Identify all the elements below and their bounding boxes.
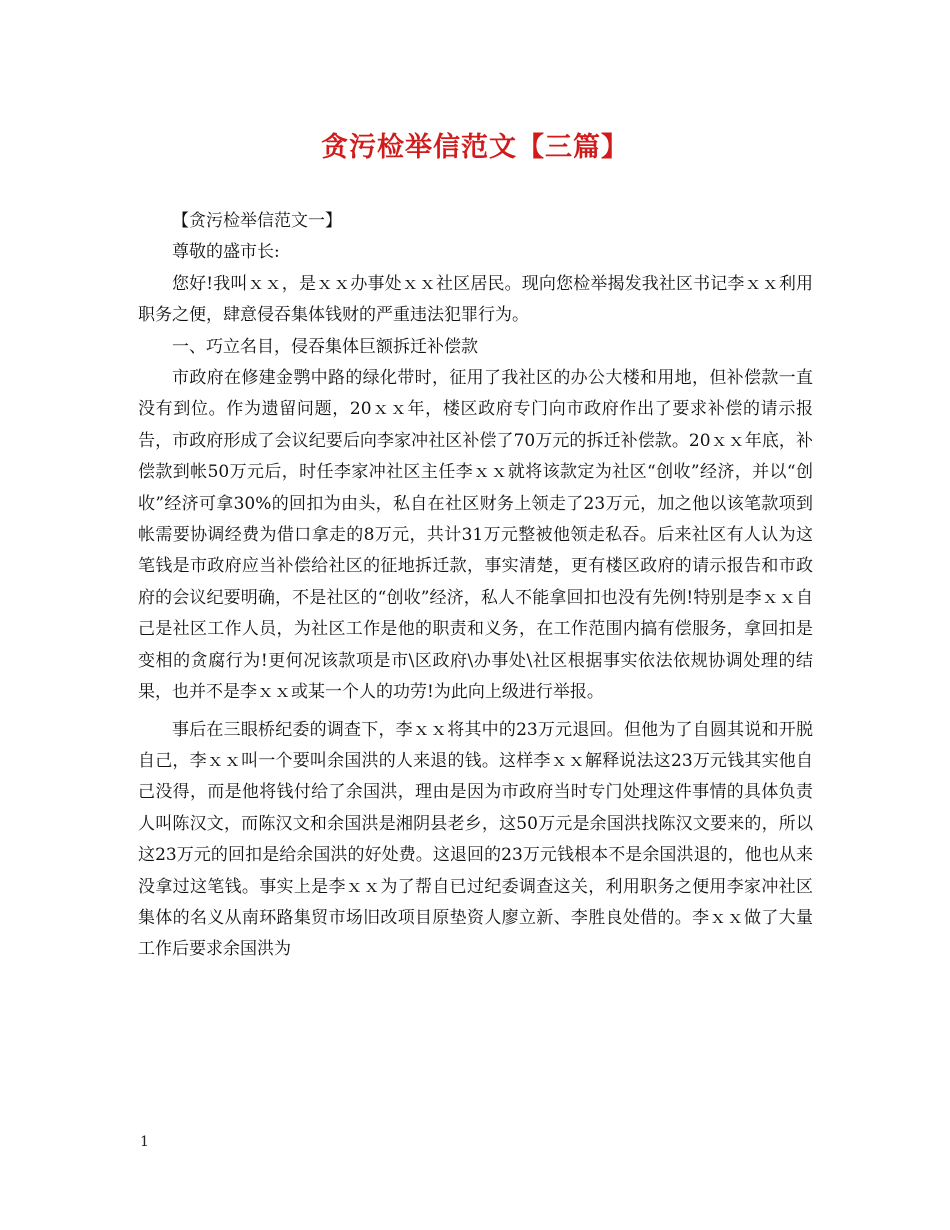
body-paragraph: 您好!我叫ｘｘ，是ｘｘ办事处ｘｘ社区居民。现向您检举揭发我社区书记李ｘｘ利用职务之便，肆意侵吞集体钱财的严重违法犯罪行为。 [138, 273, 813, 326]
body-paragraph: 事后在三眼桥纪委的调查下，李ｘｘ将其中的23万元退回。但他为了自圆其说和开脱自己，李ｘｘ叫一个要叫余国洪的人来退的钱。这样李ｘｘ解释说法这23万元钱其实他自己没得，而是他将钱付给了余国洪，理由是因为市政府当时专门处理这件事情的具体负责人叫陈汉文，而陈汉文和余国洪是湘阴县老乡，这50万元是余国洪找陈汉文要来的，所以这23万元的回扣是给余国洪的好处费。这退回的23万元钱根本不是余国洪退的，他也从来没拿过这笔钱。事实上是李ｘｘ为了帮自已过纪委调查这关，利用职务之便用李家冲社区集体的名义从南环路集贸市场旧改项目原垫资人廖立新、李胜良处借的。李ｘｘ做了大量工作后要求余国洪为 [138, 719, 813, 960]
section-heading: 【贪污检举信范文一】 [172, 211, 342, 231]
body-paragraph: 市政府在修建金鹗中路的绿化带时，征用了我社区的办公大楼和用地，但补偿款一直没有到位。作为遗留问题，20ｘｘ年，楼区政府专门向市政府作出了要求补偿的请示报告，市政府形成了会议纪要后向李家冲社区补偿了70万元的拆迁补偿款。20ｘｘ年底，补偿款到帐50万元后，时任李家冲社区主任李ｘｘ就将该款定为社区“创收”经济，并以“创收”经济可拿30%的回扣为由头，私自在社区财务上领走了23万元，加之他以该笔款项到帐需要协调经费为借口拿走的8万元，共计31万元整被他领走私吞。后来社区有人认为这笔钱是市政府应当补偿给社区的征地拆迁款，事实清楚，更有楼区政府的请示报告和市政府的会议纪要明确，不是社区的“创收”经济，私人不能拿回扣也没有先例!特别是李ｘｘ自己是社区工作人员，为社区工作是他的职责和义务，在工作范围内搞有偿服务，拿回扣是变相的贪腐行为!更何况该款项是市\区政府\办事处\社区根据事实依法依规协调处理的结果，也并不是李ｘｘ或某一个人的功劳!为此向上级进行举报。 [138, 368, 813, 703]
salutation: 尊敬的盛市长: [172, 242, 280, 263]
page-number: 1 [140, 1134, 149, 1150]
document-body [138, 206, 813, 966]
document-title: 贪污检举信范文【三篇】 [321, 132, 629, 163]
subsection-heading: 一、巧立名目，侵吞集体巨额拆迁补偿款 [172, 336, 478, 357]
